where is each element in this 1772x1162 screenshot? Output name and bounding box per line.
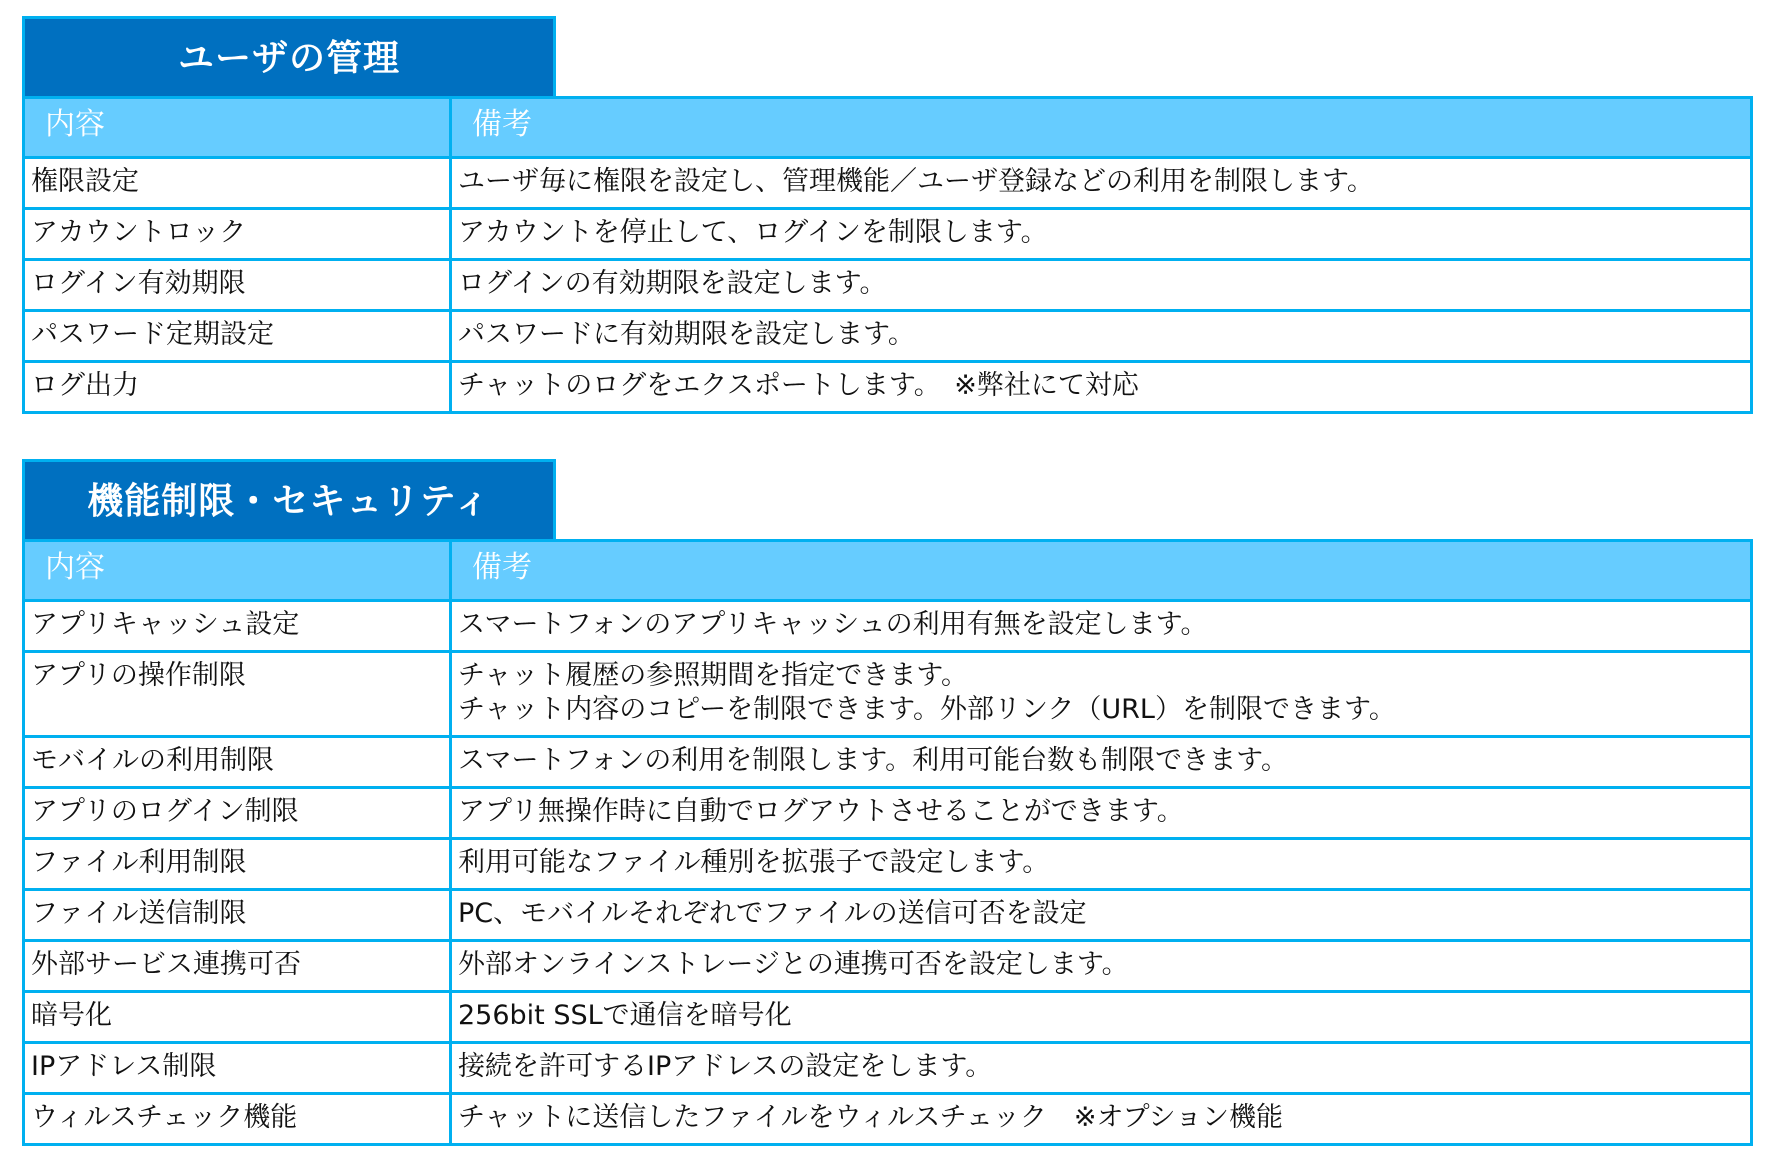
table-row — [24, 839, 1752, 890]
column-header-content: 内容 — [24, 98, 451, 158]
feature-name: アプリのログイン制限 — [24, 788, 451, 839]
column-header-notes: 備考 — [451, 541, 1752, 601]
feature-name: IPアドレス制限 — [24, 1043, 451, 1094]
table-row — [24, 788, 1752, 839]
feature-note — [451, 652, 1752, 737]
feature-name: ログイン有効期限 — [24, 260, 451, 311]
note-line: チャットのログをエクスポートします。 ※弊社にて対応 — [458, 370, 1139, 401]
feature-note — [451, 158, 1752, 209]
note-line: アカウントを停止して、ログインを制限します。 — [458, 217, 1048, 248]
note-line: PC、モバイルそれぞれでファイルの送信可否を設定 — [458, 898, 1087, 929]
feature-table — [22, 539, 1753, 1146]
section-title: ユーザの管理 — [22, 16, 556, 96]
table-row — [24, 311, 1752, 362]
feature-note — [451, 1094, 1752, 1145]
feature-name: ファイル送信制限 — [24, 890, 451, 941]
feature-name: 外部サービス連携可否 — [24, 941, 451, 992]
column-header-notes: 備考 — [451, 98, 1752, 158]
table-row — [24, 890, 1752, 941]
feature-name: 権限設定 — [24, 158, 451, 209]
table-row — [24, 1094, 1752, 1145]
table-row — [24, 992, 1752, 1043]
table-row — [24, 737, 1752, 788]
table-row — [24, 1043, 1752, 1094]
note-line: チャット内容のコピーを制限できます。外部リンク（URL）を制限できます。 — [458, 694, 1396, 725]
feature-note — [451, 1043, 1752, 1094]
feature-name: 暗号化 — [24, 992, 451, 1043]
note-line: スマートフォンの利用を制限します。利用可能台数も制限できます。 — [458, 745, 1288, 776]
feature-note — [451, 311, 1752, 362]
table-row — [24, 652, 1752, 737]
table-row — [24, 601, 1752, 652]
feature-name: パスワード定期設定 — [24, 311, 451, 362]
note-line: スマートフォンのアプリキャッシュの利用有無を設定します。 — [458, 609, 1208, 640]
note-line: パスワードに有効期限を設定します。 — [458, 319, 915, 350]
note-line: 利用可能なファイル種別を拡張子で設定します。 — [458, 847, 1050, 878]
note-line: ユーザ毎に権限を設定し、管理機能／ユーザ登録などの利用を制限します。 — [458, 166, 1374, 197]
feature-note — [451, 941, 1752, 992]
feature-name: アカウントロック — [24, 209, 451, 260]
feature-note — [451, 992, 1752, 1043]
section-user-management — [22, 16, 1750, 414]
column-header-content: 内容 — [24, 541, 451, 601]
table-row — [24, 209, 1752, 260]
table-row — [24, 362, 1752, 413]
feature-note — [451, 209, 1752, 260]
section-feature-restriction-security — [22, 459, 1750, 1146]
feature-note — [451, 737, 1752, 788]
feature-name: ログ出力 — [24, 362, 451, 413]
feature-name: アプリの操作制限 — [24, 652, 451, 737]
feature-note — [451, 362, 1752, 413]
note-line: チャットに送信したファイルをウィルスチェック ※オプション機能 — [458, 1102, 1284, 1133]
table-row — [24, 941, 1752, 992]
table-header-row — [24, 541, 1752, 601]
feature-name: モバイルの利用制限 — [24, 737, 451, 788]
note-line: ログインの有効期限を設定します。 — [458, 268, 887, 299]
feature-note — [451, 788, 1752, 839]
feature-note — [451, 890, 1752, 941]
feature-note — [451, 260, 1752, 311]
table-row — [24, 158, 1752, 209]
feature-table — [22, 96, 1753, 414]
note-line: 外部オンラインストレージとの連携可否を設定します。 — [458, 949, 1129, 980]
note-line: チャット履歴の参照期間を指定できます。 — [458, 660, 969, 691]
table-row — [24, 260, 1752, 311]
note-line: 256bit SSLで通信を暗号化 — [458, 1000, 792, 1031]
feature-name: アプリキャッシュ設定 — [24, 601, 451, 652]
note-line: アプリ無操作時に自動でログアウトさせることができます。 — [458, 796, 1184, 827]
section-title: 機能制限・セキュリティ — [22, 459, 556, 539]
feature-note — [451, 601, 1752, 652]
feature-name: ウィルスチェック機能 — [24, 1094, 451, 1145]
table-header-row — [24, 98, 1752, 158]
feature-note — [451, 839, 1752, 890]
note-line: 接続を許可するIPアドレスの設定をします。 — [458, 1051, 993, 1082]
feature-name: ファイル利用制限 — [24, 839, 451, 890]
